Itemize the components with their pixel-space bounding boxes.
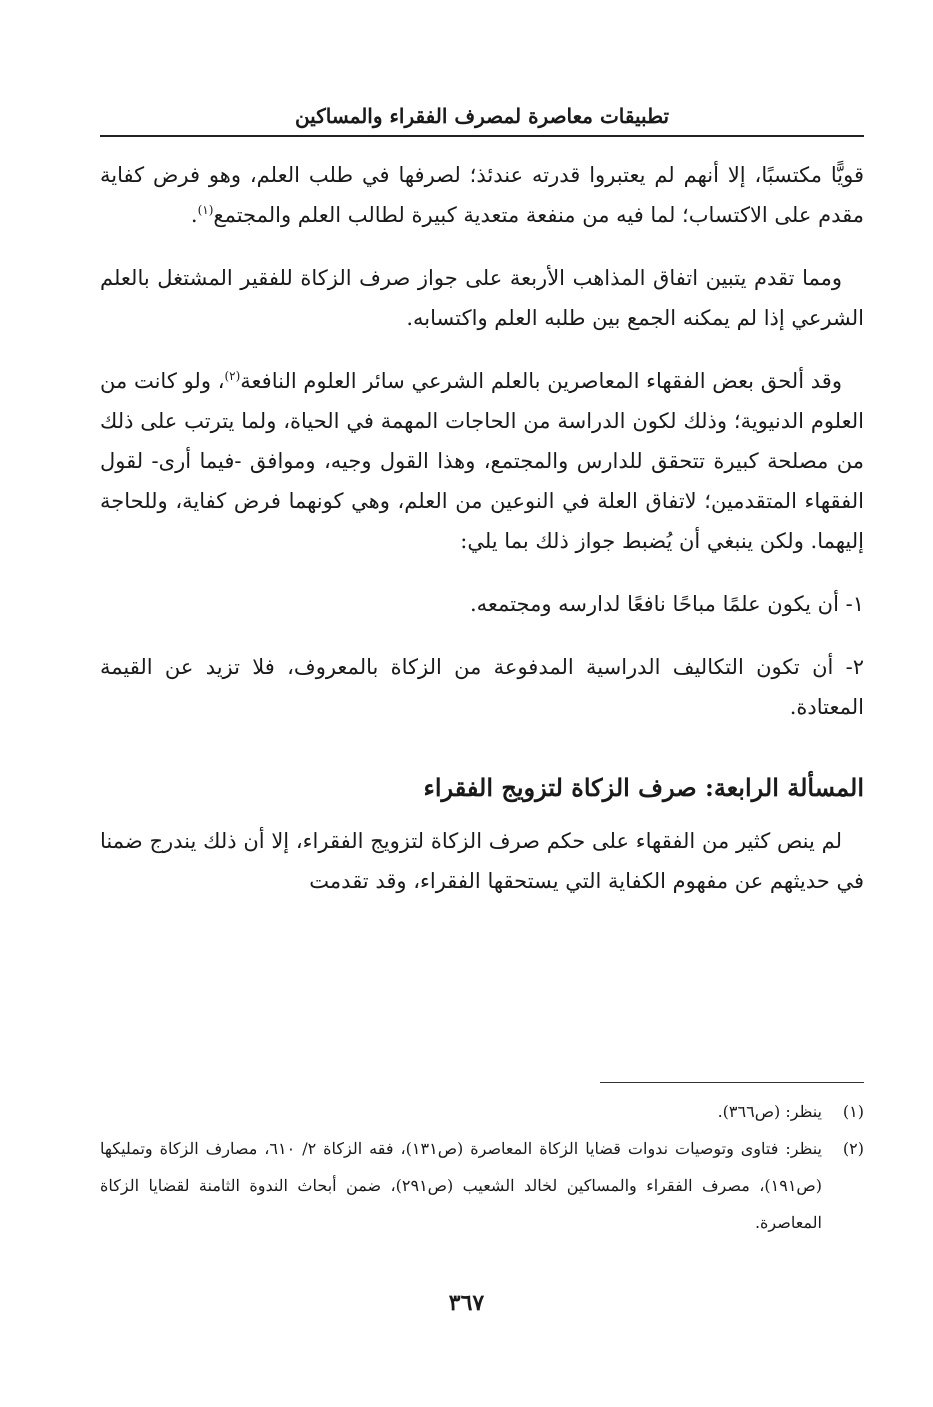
footnote-2 — [100, 1130, 864, 1241]
paragraph-2: ومما تقدم يتبين اتفاق المذاهب الأربعة على جواز صرف الزكاة للفقير المشتغل بالعلم الشرعي إذا لم يمكنه الجمع بين طلبه العلم واكتسابه. — [100, 266, 864, 330]
footnote-ref-2[interactable]: (٢) — [224, 369, 241, 383]
footnote-1 — [100, 1093, 864, 1130]
main-text — [100, 155, 864, 924]
page-number: ٣٦٧ — [448, 1290, 485, 1316]
section-heading: المسألة الرابعة: صرف الزكاة لتزويج الفقراء — [423, 773, 864, 802]
footnote-divider — [600, 1082, 864, 1083]
footnote-2-number: (٢) — [842, 1139, 864, 1158]
paragraph-1-end: . — [190, 203, 198, 227]
list-item-1: ١- أن يكون علمًا مباحًا نافعًا لدارسه ومجتمعه. — [469, 592, 864, 616]
footnote-2-text: ينظر: فتاوى وتوصيات ندوات قضايا الزكاة المعاصرة (ص١٣١)، فقه الزكاة ٢/ ٦١٠، مصارف الزكاة وتمليكها (ص١٩١)، مصرف الفقراء والمساكين لخالد الشعيب (ص٢٩١)، ضمن أبحاث الندوة الثامنة لقضايا الزكاة المعاصرة. — [100, 1139, 823, 1232]
paragraph-1-text: قويًّا مكتسبًا، إلا أنهم لم يعتبروا قدرته عندئذ؛ لصرفها في طلب العلم، وهو فرض كفاية مقدم على الاكتساب؛ لما فيه من منفعة متعدية كبيرة لطالب العلم والمجتمع — [100, 163, 864, 227]
header-divider — [100, 135, 864, 137]
paragraph-4: لم ينص كثير من الفقهاء على حكم صرف الزكاة لتزويج الفقراء، إلا أن ذلك يندرج ضمنا في حديثهم عن مفهوم الكفاية التي يستحقها الفقراء، وقد تقدمت — [100, 829, 864, 893]
paragraph-3-text-b: ، ولو كانت من العلوم الدنيوية؛ وذلك لكون الدراسة من الحاجات المهمة في الحياة، ولما يترتب على ذلك من مصلحة كبيرة تتحقق للدارس والمجتمع، وهذا القول وجيه، وموافق -فيما أرى- لقول الفقهاء المتقدمين؛ لاتفاق العلة في النوعين من العلم، وهي كونهما فرض كفاية، وللحاجة إليهما. ولكن ينبغي أن يُضبط جواز ذلك بما يلي: — [100, 369, 864, 553]
paragraph-3 — [100, 361, 864, 561]
list-item-2: ٢- أن تكون التكاليف الدراسية المدفوعة من الزكاة بالمعروف، فلا تزيد عن القيمة المعتادة. — [100, 655, 864, 719]
footnote-1-number: (١) — [842, 1102, 864, 1121]
paragraph-1 — [100, 155, 864, 235]
footnotes — [100, 1093, 864, 1241]
running-header: تطبيقات معاصرة لمصرف الفقراء والمساكين — [294, 104, 670, 128]
footnote-ref-1[interactable]: (١) — [197, 203, 214, 217]
paragraph-3-text-a: وقد ألحق بعض الفقهاء المعاصرين بالعلم الشرعي سائر العلوم النافعة — [240, 369, 842, 393]
footnote-1-text: ينظر: (ص٣٦٦). — [717, 1102, 822, 1121]
